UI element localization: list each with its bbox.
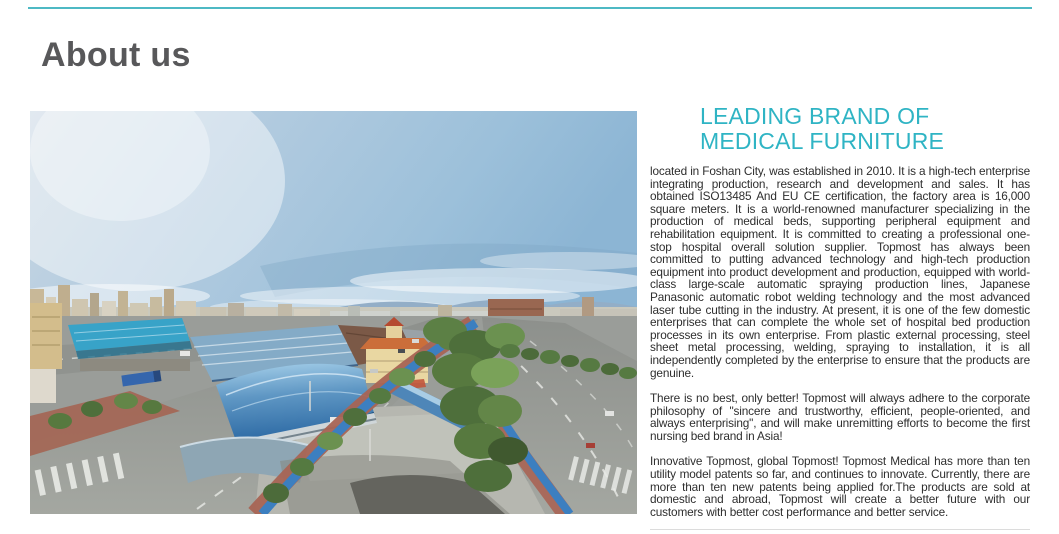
top-divider-line <box>28 7 1032 9</box>
about-paragraph-2: There is no best, only better! Topmost will always adhere to the corporate philosophy of "sincere and trustworthy, efficient, people-oriented, and always enterprising", and will make unremitting efforts to become the first nursing bed brand in Asia! <box>650 391 1030 443</box>
panorama-illustration <box>30 111 637 514</box>
section-heading <box>650 104 1030 154</box>
about-text-column <box>650 104 1030 518</box>
page-title: About us <box>41 36 191 74</box>
section-heading-line1: LEADING BRAND OF <box>700 103 930 129</box>
factory-panorama-photo <box>30 111 637 514</box>
about-paragraph-1: located in Foshan City, was established in 2010. It is a high-tech enterprise integrating production, research and development and sales. It has obtained ISO13485 And EU CE certification, the factory area is 16,000 square meters. It is a world-renowned manufacturer specializing in the production of medical beds, supporting peripheral equipment and rehabilitation equipment. It is committed to creating a professional one-stop hospital overall solution supplier. Topmost has always been committed to putting advanced technology and high-tech production equipment into product development and production, equipped with world-class large-scale automatic spraying production lines, Japanese Panasonic automatic robot welding technology and the most advanced laser tube cutting in the industry. At present, it is one of the few domestic enterprises that can complete the whole set of hospital bed production processes in its own enterprise. From plastic external processing, steel sheet metal processing, welding, spraying to installation, it is all independently completed by the enterprise to ensure that the products are genuine. <box>650 164 1030 380</box>
bottom-hairline <box>650 529 1030 530</box>
section-heading-line2: MEDICAL FURNITURE <box>700 128 945 154</box>
about-paragraph-3: Innovative Topmost, global Topmost! Topmost Medical has more than ten utility model patents so far, and continues to innovate. Currently, there are more than ten new patents being applied for.The products are sold at domestic and abroad, Topmost will create a better future with our customers with better cost performance and better service. <box>650 454 1030 519</box>
